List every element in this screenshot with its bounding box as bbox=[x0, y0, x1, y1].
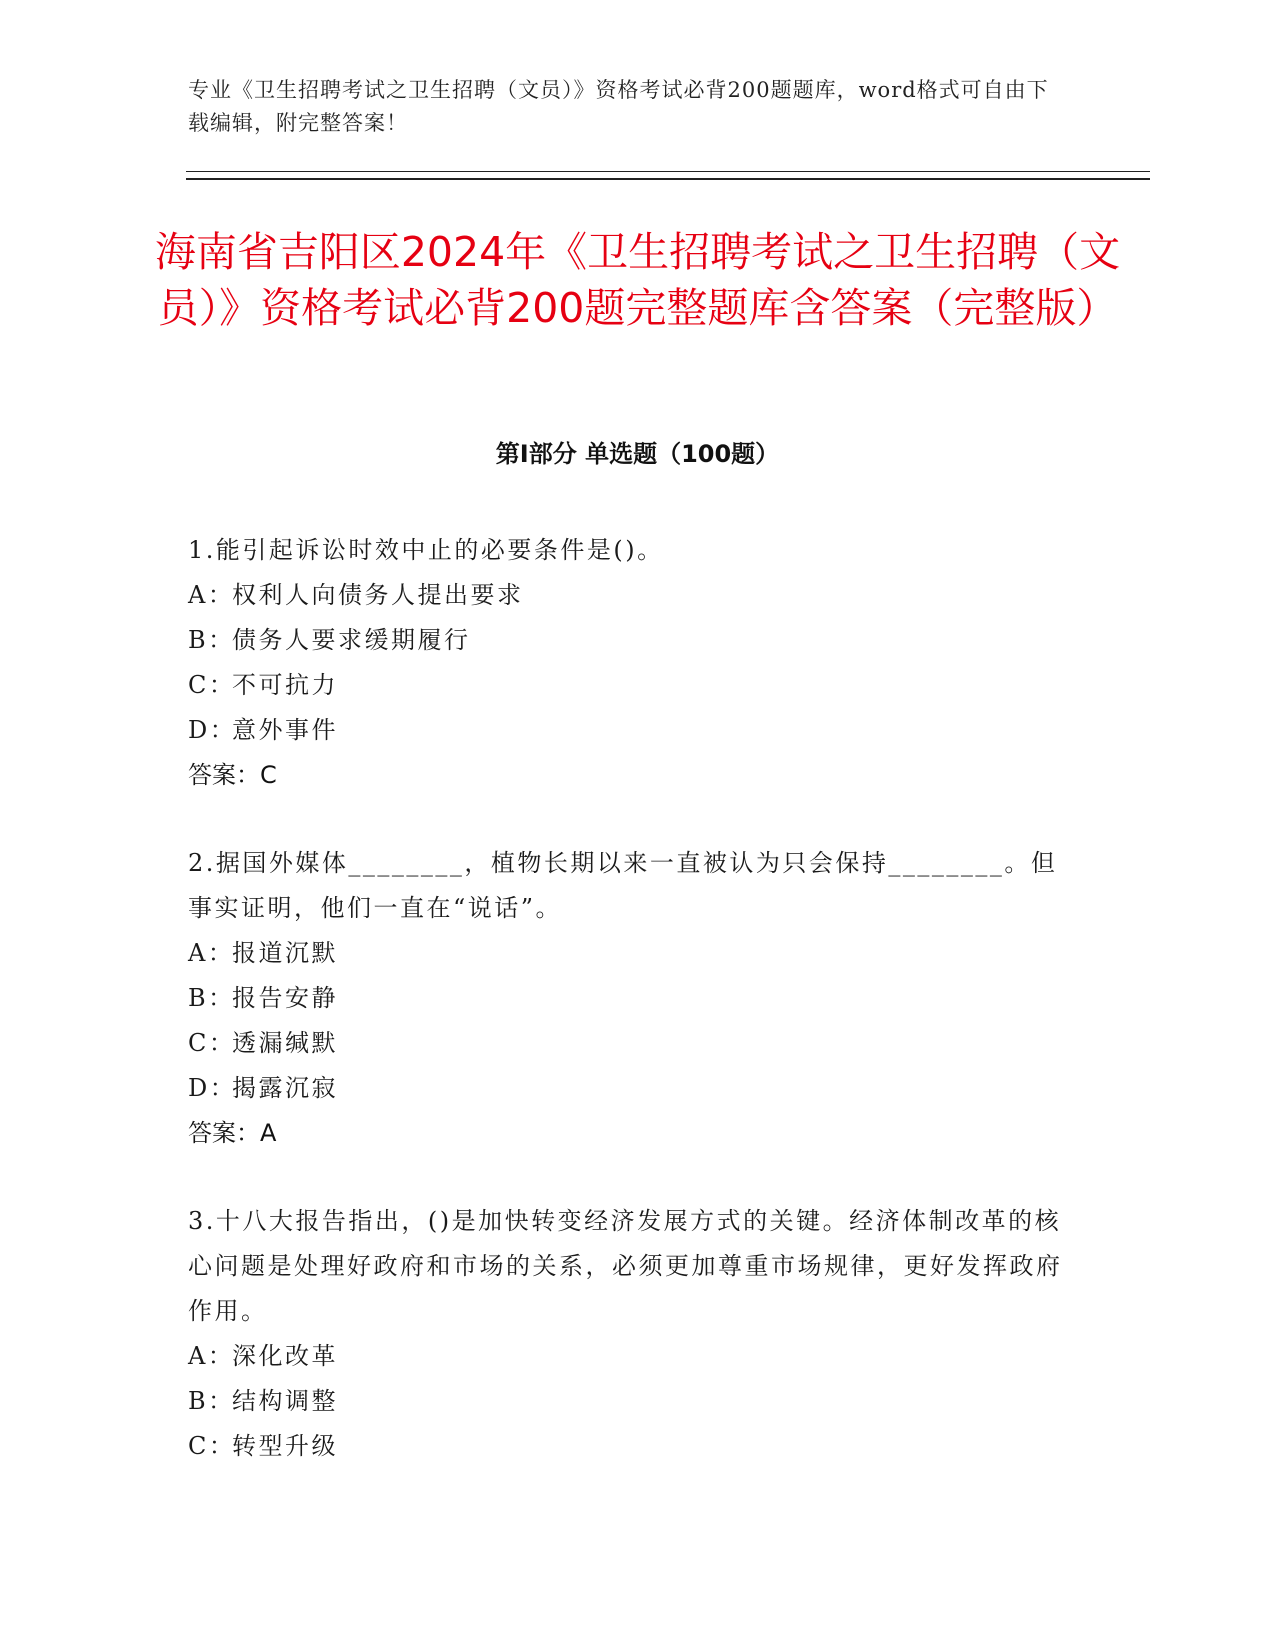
option-d bbox=[188, 708, 1068, 753]
question-stem: 3.十八大报告指出，()是加快转变经济发展方式的关键。经济体制改革的核心问题是处理好政府和市场的关系，必须更加尊重市场规律，更好发挥政府作用。 bbox=[188, 1207, 1063, 1325]
header-divider-top bbox=[186, 171, 1150, 172]
option-c bbox=[188, 1424, 1068, 1469]
option-key: A： bbox=[188, 581, 235, 609]
option-key: A： bbox=[188, 939, 235, 967]
option-text: 报道沉默 bbox=[232, 939, 338, 967]
option-b bbox=[188, 618, 1068, 663]
question-stem: 2.据国外媒体________，植物长期以来一直被认为只会保持________。但事实证明，他们一直在“说话”。 bbox=[188, 849, 1058, 922]
option-c bbox=[188, 663, 1068, 708]
option-key: B： bbox=[188, 1387, 235, 1415]
option-text: 揭露沉寂 bbox=[232, 1074, 338, 1102]
option-b bbox=[188, 976, 1068, 1021]
question-stem: 1.能引起诉讼时效中止的必要条件是()。 bbox=[188, 536, 664, 564]
option-text: 深化改革 bbox=[232, 1342, 338, 1370]
header-note: 专业《卫生招聘考试之卫生招聘（文员）》资格考试必背200题题库，word格式可自由下载编辑，附完整答案！ bbox=[188, 78, 1049, 135]
question-1 bbox=[188, 528, 1068, 798]
question-3 bbox=[188, 1199, 1068, 1469]
option-d bbox=[188, 1066, 1068, 1111]
option-key: C： bbox=[188, 671, 236, 699]
option-a bbox=[188, 1334, 1068, 1379]
option-text: 意外事件 bbox=[232, 716, 338, 744]
option-text: 权利人向债务人提出要求 bbox=[232, 581, 524, 609]
option-key: C： bbox=[188, 1432, 236, 1460]
option-text: 转型升级 bbox=[232, 1432, 338, 1460]
option-text: 不可抗力 bbox=[232, 671, 338, 699]
question-list bbox=[188, 528, 1068, 1512]
option-text: 债务人要求缓期履行 bbox=[232, 626, 471, 654]
option-a bbox=[188, 931, 1068, 976]
header-divider-bottom bbox=[186, 178, 1150, 180]
option-key: D： bbox=[188, 1074, 237, 1102]
option-key: A： bbox=[188, 1342, 235, 1370]
option-text: 透漏缄默 bbox=[232, 1029, 338, 1057]
section-title: 第Ⅰ部分 单选题（100题） bbox=[495, 440, 780, 468]
option-key: D： bbox=[188, 716, 237, 744]
option-a bbox=[188, 573, 1068, 618]
option-key: B： bbox=[188, 626, 235, 654]
option-c bbox=[188, 1021, 1068, 1066]
option-text: 报告安静 bbox=[232, 984, 338, 1012]
option-b bbox=[188, 1379, 1068, 1424]
option-text: 结构调整 bbox=[232, 1387, 338, 1415]
answer: 答案：C bbox=[188, 761, 277, 789]
document-title: 海南省吉阳区2024年《卫生招聘考试之卫生招聘（文员）》资格考试必背200题完整题库含答案（完整版） bbox=[154, 228, 1121, 332]
answer: 答案：A bbox=[188, 1119, 277, 1147]
question-2 bbox=[188, 841, 1068, 1156]
option-key: C： bbox=[188, 1029, 236, 1057]
option-key: B： bbox=[188, 984, 235, 1012]
